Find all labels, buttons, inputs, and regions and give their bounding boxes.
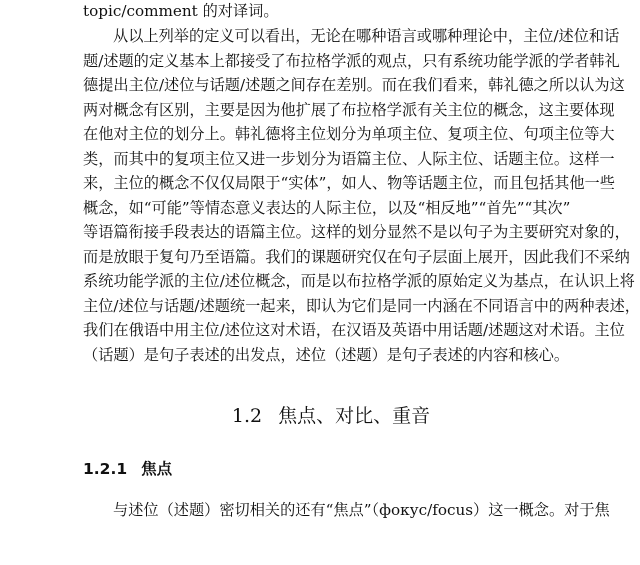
- text-line: 系统功能学派的主位/述位概念，而是以布拉格学派的原始定义为基点，在认识上将: [83, 272, 635, 290]
- text-line: 概念，如“可能”等情态意义表达的人际主位，以及“相反地”“首先”“其次”: [83, 198, 571, 217]
- text-line: （话题）是句子表述的出发点，述位（述题）是句子表述的内容和核心。: [83, 345, 569, 364]
- text-line: 来，主位的概念不仅仅局限于“实体”，如人、物等话题主位，而且包括其他一些: [83, 174, 615, 192]
- text-line: 主位/述位与话题/述题统一起来，即认为它们是同一内涵在不同语言中的两种表述，: [83, 296, 640, 315]
- subsection-number: 1.2.1: [83, 460, 128, 478]
- text-line: 德提出主位/述位与话题/述题之间存在差别。而在我们看来，韩礼德之所以认为这: [83, 76, 625, 94]
- section-heading: [83, 402, 579, 430]
- text-line: 从以上列举的定义可以看出，无论在哪种语言或哪种理论中，主位/述位和话: [113, 27, 620, 45]
- text-line: 题/述题的定义基本上都接受了布拉格学派的观点，只有系统功能学派的学者韩礼: [83, 51, 620, 70]
- text-line: 在他对主位的划分上。韩礼德将主位划分为单项主位、复项主位、句项主位等大: [83, 125, 615, 143]
- text-line: topic/comment 的对译词。: [83, 2, 279, 20]
- text-line: 类，而其中的复项主位又进一步划分为语篇主位、人际主位、话题主位。这样一: [83, 149, 615, 168]
- section-title: 焦点、对比、重音: [278, 405, 431, 427]
- paragraph-continuation: [83, 0, 279, 24]
- paragraph-focus: [83, 498, 610, 523]
- text-line: 而是放眼于复句乃至语篇。我们的课题研究仅在句子层面上展开，因此我们不采纳: [83, 247, 630, 266]
- text-line: 两对概念有区别，主要是因为他扩展了布拉格学派有关主位的概念，这主要体现: [83, 100, 615, 119]
- section-number: 1.2: [231, 405, 263, 427]
- subsection-heading: [83, 457, 172, 481]
- text-line: 等语篇衔接手段表达的语篇主位。这样的划分显然不是以句子为主要研究对象的，: [83, 223, 630, 241]
- subsection-title: 焦点: [141, 460, 173, 478]
- text-line: 与述位（述题）密切相关的还有“焦点”（фокус/focus）这一概念。对于焦: [113, 501, 610, 519]
- text-line: 我们在俄语中用主位/述位这对术语，在汉语及英语中用话题/述题这对术语。主位: [83, 321, 625, 339]
- paragraph-theme-rheme: [83, 24, 640, 367]
